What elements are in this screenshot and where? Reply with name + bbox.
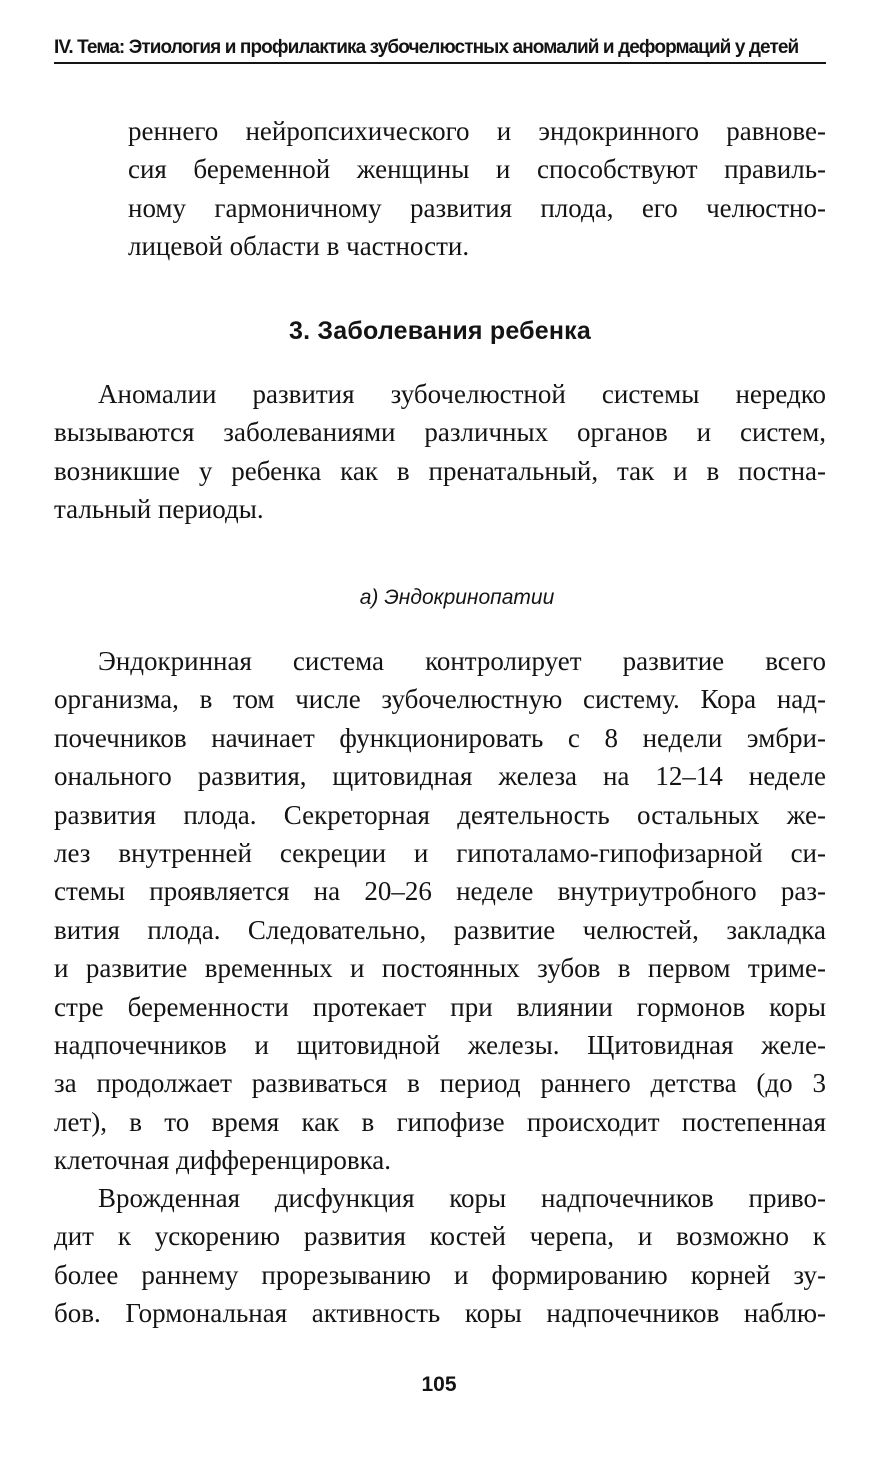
page-number: 105 [421,1373,457,1396]
text-line: надпочечников и щитовидной железы. Щитовидная желе- [54,1030,826,1061]
text-line: Врожденная дисфункция коры надпочечников приво- [98,1183,826,1213]
text-line: бов. Гормональная активность коры надпочечников наблю- [54,1298,826,1329]
text-line: и развитие временных и постоянных зубов в первом триме- [54,953,826,984]
section-paragraph [54,375,826,529]
text-line: клеточная дифференцировка. [54,1145,392,1176]
text-line: стемы проявляется на 20–26 неделе внутриутробного раз- [54,876,826,907]
text-line: дит к ускорению развития костей черепа, и возможно к [54,1221,826,1252]
text-line: лет), в то время как в гипофизе происходит постепенная [54,1106,826,1137]
text-line: вызываются заболеваниями различных органов и систем, [54,417,826,448]
subsection-heading: а) Эндокринопатии [359,586,555,609]
text-line: вития плода. Следовательно, развитие челюстей, закладка [54,914,826,945]
text-line: Аномалии развития зубочелюстной системы нередко [98,379,826,409]
continued-paragraph [128,112,826,266]
text-line: Эндокринная система контролирует развитие всего [98,646,826,676]
text-line: тальный периоды. [54,494,264,525]
text-line: более раннему прорезыванию и формированию корней зу- [54,1259,826,1290]
text-line: ному гармоничному развития плода, его челюстно- [128,192,826,223]
text-line: лицевой области в частности. [128,231,470,262]
text-line: реннего нейропсихического и эндокринного равнове- [128,116,826,146]
text-line: стре беременности протекает при влиянии гормонов коры [54,991,826,1022]
text-line: развития плода. Секреторная деятельность остальных же- [54,799,826,830]
text-line: сия беременной женщины и способствуют правиль- [128,154,826,185]
adrenal-paragraph [54,1179,826,1333]
text-line: лез внутренней секреции и гипоталамо-гипофизарной си- [54,838,826,869]
text-line: почечников начинает функционировать с 8 недели эмбри- [54,722,826,753]
text-line: за продолжает развиваться в период раннего детства (до 3 [54,1068,826,1099]
text-line: онального развития, щитовидная железа на 12–14 неделе [54,761,826,792]
running-header-title: IV. Тема: Этиология и профилактика зубочелюстных аномалий и деформаций у детей [54,37,799,58]
section-heading: 3. Заболевания ребенка [289,317,591,345]
text-line: организма, в том числе зубочелюстную систему. Кора над- [54,684,826,715]
endocrine-paragraph [54,642,826,1180]
text-line: возникшие у ребенка как в пренатальный, так и в постна- [54,455,826,486]
running-header [54,36,826,64]
